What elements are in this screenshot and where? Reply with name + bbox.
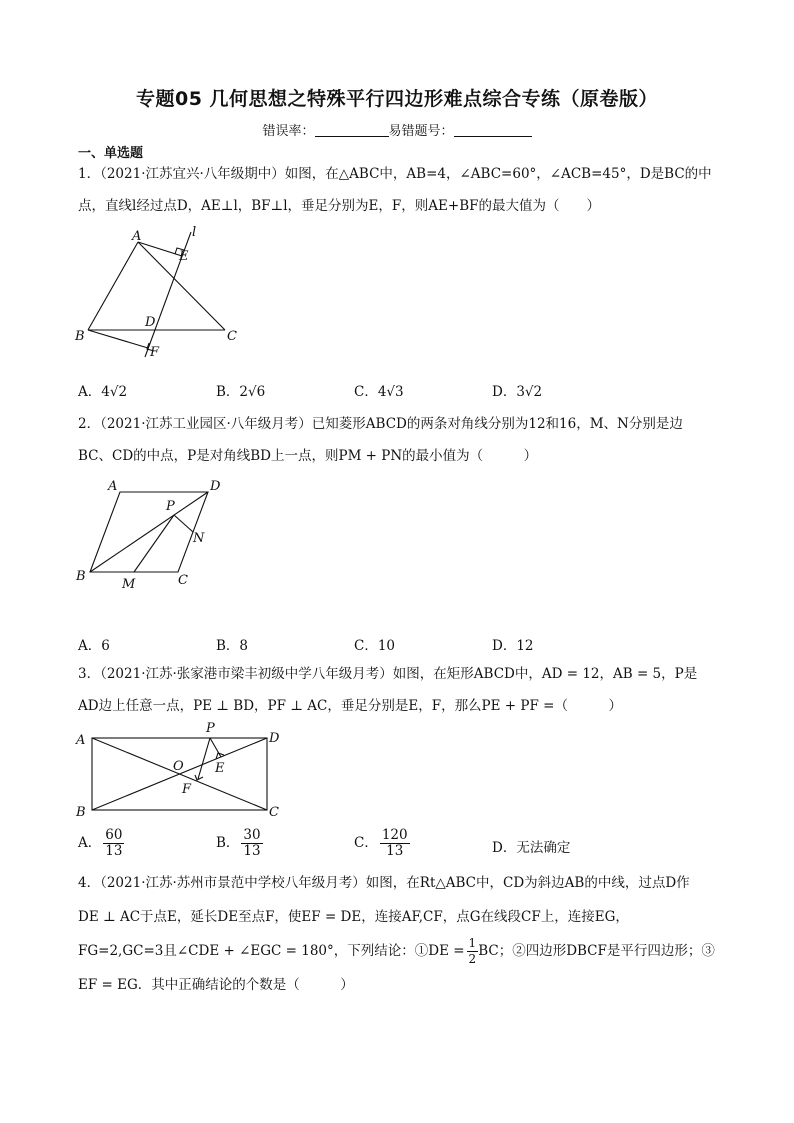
question-2-text [78,408,718,472]
q3-option-b-prefix: B． [216,835,240,851]
q2-line1: 2．（2021·江苏工业园区·八年级月考）已知菱形ABCD的两条对角线分别为12和16，M、N分别是边 [78,416,683,432]
q3-option-d-prefix: D． [492,840,517,856]
q4-line2: DE ⊥ AC于点E，延长DE至点F，使EF = DE，连接AF,CF，点G在线段CF上，连接EG， [78,909,629,925]
q4-fraction-numerator: 1 [468,936,477,950]
q2-option-d[interactable]: D．12 [492,638,534,654]
q1-label-a: A [132,229,142,244]
q1-label-f: F [150,345,160,360]
q2-diagonal-bd [90,492,208,572]
q3-label-a: A [76,733,86,748]
q2-label-p: P [166,499,175,514]
q3-option-d-text: 无法确定 [516,840,571,856]
q1-label-d: D [145,315,156,330]
q3-option-b-numerator: 30 [243,827,261,843]
q1-option-d[interactable]: D．3√2 [492,384,543,400]
q3-option-b-denominator: 13 [243,843,261,859]
question-1-text [78,158,718,222]
q3-label-o: O [173,759,184,774]
q3-label-c: C [269,805,279,820]
q3-label-f: F [182,782,192,797]
q3-option-c-numerator: 120 [381,827,408,843]
question-3-text [78,658,718,722]
error-rate-blank[interactable] [315,124,389,137]
q4-line3-end: BC；②四边形DBCF是平行四边形；③ [478,943,715,959]
q3-label-p: P [206,721,215,736]
error-rate-label: 错误率： [262,124,315,139]
q4-line4: EF = EG．其中正确结论的个数是（ ） [78,977,354,993]
q1-label-b: B [75,329,85,344]
q2-option-c[interactable]: C．10 [354,638,396,654]
q3-option-c[interactable] [354,828,410,859]
q1-label-e: E [179,249,189,264]
q3-option-c-prefix: C． [354,835,378,851]
q1-label-l: l [192,225,197,240]
q3-option-d[interactable] [492,836,570,856]
q2-label-d: D [210,479,221,494]
q3-label-b: B [76,805,86,820]
q1-option-b[interactable]: B．2√6 [216,384,266,400]
q4-fraction-denominator: 2 [468,952,477,966]
q3-line2: AD边上任意一点，PE ⊥ BD，PF ⊥ AC，垂足分别是E，F，那么PE + PF =（ ） [78,698,622,714]
error-stats-line [0,120,794,139]
question-4-text [78,866,718,1002]
q2-label-n: N [193,531,205,546]
q1-segment-bf [88,330,148,348]
q1-figure [70,222,270,362]
q2-label-m: M [122,577,136,592]
q4-line3 [78,934,718,968]
q1-option-c[interactable]: C．4√3 [354,384,404,400]
q2-label-a: A [108,479,118,494]
q1-option-a[interactable]: A．4√2 [78,384,128,400]
q4-line3-start: FG=2,GC=3且∠CDE + ∠EGC = 180°，下列结论：①DE = [78,943,465,959]
q2-label-c: C [178,573,188,588]
q3-label-d: D [269,731,280,746]
q3-label-e: E [215,761,225,776]
error-items-blank[interactable] [454,124,532,137]
q3-option-a[interactable] [78,828,124,859]
q3-option-b[interactable] [216,828,263,859]
q1-label-c: C [227,329,237,344]
section-title: 一、单选题 [78,146,144,161]
q3-segment-pe [210,738,221,757]
q3-option-a-denominator: 13 [105,843,123,859]
q3-figure [70,718,300,823]
q3-option-a-prefix: A． [78,835,102,851]
q1-line2: 点，直线l经过点D，AE⊥l，BF⊥l，垂足分别为E，F，则AE+BF的最大值为（ ） [78,198,600,214]
q1-line1: 1．（2021·江苏宜兴·八年级期中）如图，在△ABC中，AB=4，∠ABC=60°，∠ACB=45°，D是BC的中 [78,166,712,182]
q3-option-a-numerator: 60 [105,827,123,843]
q2-option-a[interactable]: A．6 [78,638,110,654]
q3-line1: 3．（2021·江苏·张家港市梁丰初级中学八年级月考）如图，在矩形ABCD中，AD = 12，AB = 5，P是 [78,666,698,682]
q2-segment-pm [134,515,174,572]
q2-line2: BC、CD的中点，P是对角线BD上一点，则PM + PN的最小值为（ ） [78,448,538,464]
q2-label-b: B [76,569,86,584]
q1-segment-ab [88,242,138,330]
q4-line1: 4．（2021·江苏·苏州市景范中学校八年级月考）如图，在Rt△ABC中，CD为斜边AB的中线，过点D作 [78,875,690,891]
page-title: 专题05 几何思想之特殊平行四边形难点综合专练（原卷版） [135,88,659,110]
error-items-label: 易错题号： [388,124,454,139]
q2-figure [70,472,240,592]
q2-option-b[interactable]: B．8 [216,638,249,654]
q3-option-c-denominator: 13 [386,843,404,859]
q3-segment-pf [198,738,210,779]
q2-segment-pn [174,515,193,532]
